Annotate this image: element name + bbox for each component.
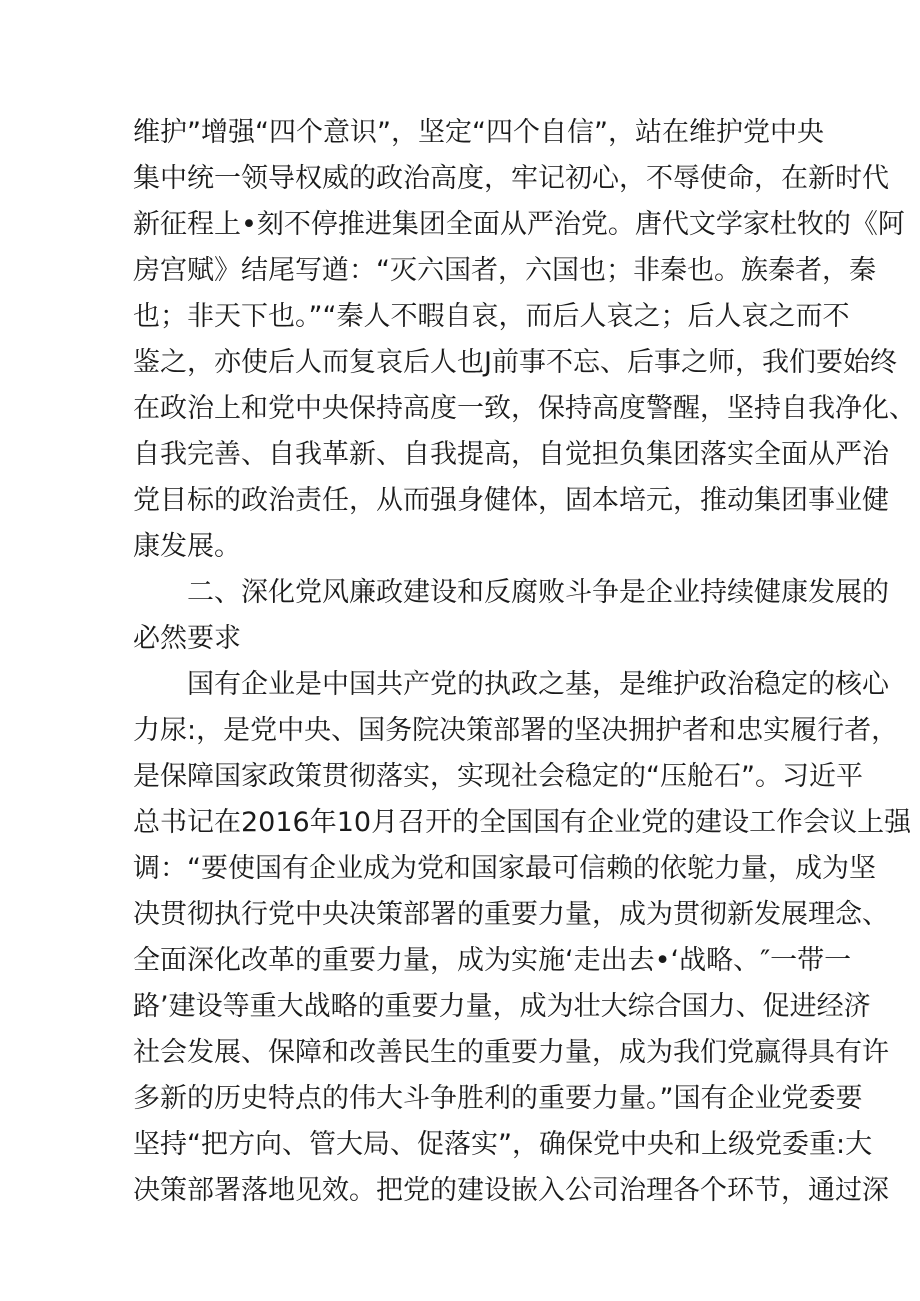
body-text-line: 调：“要使国有企业成为党和国家最可信赖的依鸵力量，成为坚 <box>133 853 876 884</box>
body-text-line: 也；非天下也。”“秦人不暇自哀，而后人哀之；后人哀之而不 <box>133 301 850 332</box>
body-text-line: 自我完善、自我革新、自我提高，自觉担负集团落实全面从严治 <box>133 439 889 470</box>
body-text-line: 新征程上•刻不停推进集团全面从严治党。唐代文学家杜牧的《阿 <box>133 209 905 240</box>
section-heading-line: 必然要求 <box>133 623 241 654</box>
body-text-line: 决贯彻执行党中央决策部署的重要力量，成为贯彻新发展理念、 <box>133 899 889 930</box>
body-text-line: 全面深化改革的重要力量，成为实施‘走出去•‘战略、″一带一 <box>133 945 852 976</box>
body-text-line: 力尿:，是党中央、国务院决策部署的坚决拥护者和忠实履行者， <box>133 715 899 746</box>
body-text-line: 是保障国家政策贯彻落实，实现社会稳定的“压舱石”。习近平 <box>133 761 863 792</box>
body-text-line: 总书记在2016年10月召开的全国国有企业党的建设工作会议上强 <box>133 807 912 838</box>
body-text-line: 康发展。 <box>133 531 241 562</box>
section-heading-line: 二、深化党风廉政建设和反腐败斗争是企业持续健康发展的 <box>187 577 889 608</box>
body-text-line: 路’建设等重大战略的重要力量，成为壮大综合国力、促进经济 <box>133 991 871 1022</box>
body-text-line: 社会发展、保障和改善民生的重要力量，成为我们党赢得具有许 <box>133 1037 889 1068</box>
body-text-line: 党目标的政治责任，从而强身健体，固本培元，推动集团事业健 <box>133 485 889 516</box>
body-text-line: 房宫赋》结尾写遒：“灭六国者，六国也；非秦也。族秦者，秦 <box>133 255 876 286</box>
body-text-line: 坚持“把方向、管大局、促落实”，确保党中央和上级党委重:大 <box>133 1129 873 1160</box>
body-text-line: 鉴之，亦使后人而复哀后人也J前事不忘、后事之师，我们要始终 <box>133 347 897 378</box>
body-text-line: 多新的历史特点的伟大斗争胜利的重要力量。”国有企业党委要 <box>133 1083 863 1114</box>
body-text-line: 决策部署落地见效。把党的建设嵌入公司治理各个环节，通过深 <box>133 1175 889 1206</box>
body-text-line: 维护”增强“四个意识”，坚定“四个自信”，站在维护党中央 <box>133 117 824 148</box>
body-text-line: 集中统一领导权威的政治高度，牢记初心，不辱使命，在新时代 <box>133 163 889 194</box>
body-text-line: 国有企业是中国共产党的执政之基，是维护政治稳定的核心 <box>187 669 889 700</box>
body-text-line: 在政治上和党中央保持高度一致，保持高度警醒，坚持自我净化、 <box>133 393 916 424</box>
